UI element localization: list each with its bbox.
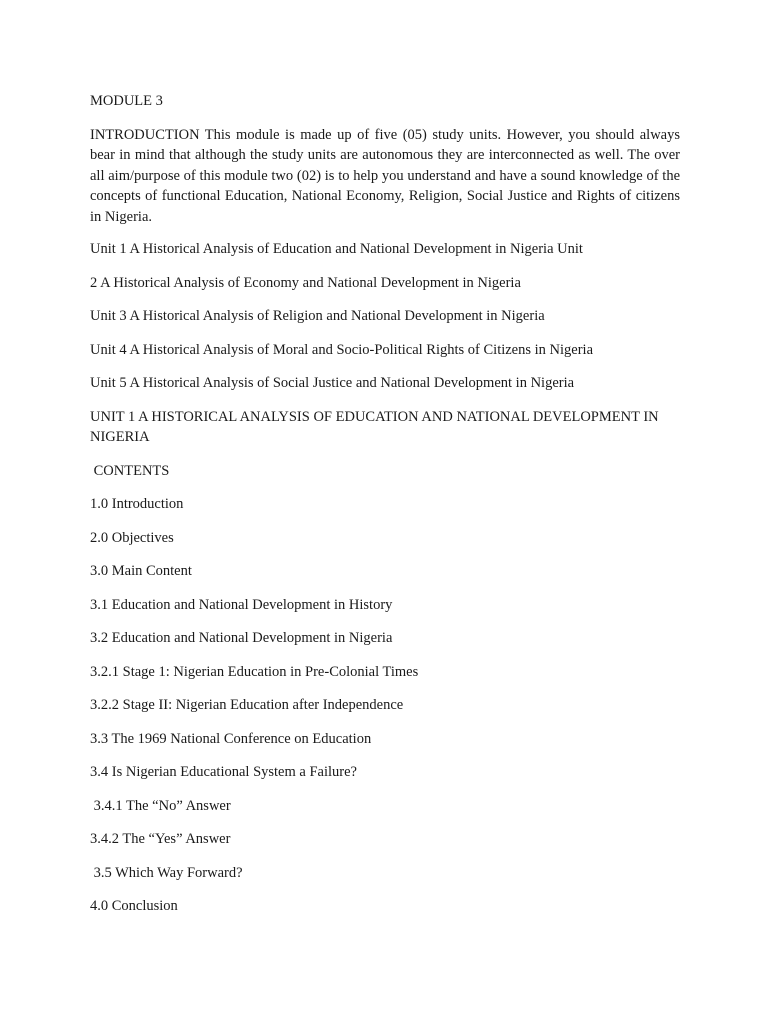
- toc-item-3-4: 3.4 Is Nigerian Educational System a Failure?: [90, 764, 357, 780]
- toc-item-3-4-1: 3.4.1 The “No” Answer: [90, 797, 231, 814]
- unit-list-line-3: Unit 3 A Historical Analysis of Religion and National Development in Nigeria: [90, 308, 545, 324]
- introduction-paragraph: INTRODUCTION This module is made up of five (05) study units. However, you should always bear in mind that although the study units are autonomous they are interconnected as well. The over all aim/purpose of this module two (02) is to help you understand and have a sound knowledge of the concepts of functional Education, National Economy, Religion, Social Justice and Rights of citizens in Nigeria.: [90, 126, 680, 225]
- toc-item-main-content: 3.0 Main Content: [90, 563, 192, 579]
- toc-item-objectives: 2.0 Objectives: [90, 529, 174, 546]
- toc-item-3-2: 3.2 Education and National Development in Nigeria: [90, 630, 393, 646]
- unit-1-heading: UNIT 1 A HISTORICAL ANALYSIS OF EDUCATION AND NATIONAL DEVELOPMENT IN NIGERIA: [90, 408, 659, 445]
- toc-item-3-2-1: 3.2.1 Stage 1: Nigerian Education in Pre-Colonial Times: [90, 663, 419, 680]
- unit-list-line-5: Unit 5 A Historical Analysis of Social Justice and National Development in Nigeria: [90, 375, 575, 391]
- unit-list-line-4: Unit 4 A Historical Analysis of Moral and Socio-Political Rights of Citizens in Nigeria: [90, 341, 594, 358]
- unit-list-line-1: Unit 1 A Historical Analysis of Education and National Development in Nigeria Unit: [90, 241, 583, 257]
- toc-item-3-1: 3.1 Education and National Development in History: [90, 596, 393, 613]
- document-body: [90, 91, 680, 930]
- toc-item-introduction: 1.0 Introduction: [90, 496, 184, 512]
- toc-item-3-5: 3.5 Which Way Forward?: [90, 864, 243, 881]
- toc-item-conclusion: 4.0 Conclusion: [90, 898, 178, 914]
- toc-item-3-2-2: 3.2.2 Stage II: Nigerian Education after Independence: [90, 697, 404, 713]
- toc-item-3-3: 3.3 The 1969 National Conference on Education: [90, 730, 372, 747]
- module-title: MODULE 3: [90, 93, 163, 109]
- contents-heading: CONTENTS: [90, 462, 170, 479]
- toc-item-3-4-2: 3.4.2 The “Yes” Answer: [90, 831, 231, 847]
- unit-list-line-2: 2 A Historical Analysis of Economy and National Development in Nigeria: [90, 274, 521, 291]
